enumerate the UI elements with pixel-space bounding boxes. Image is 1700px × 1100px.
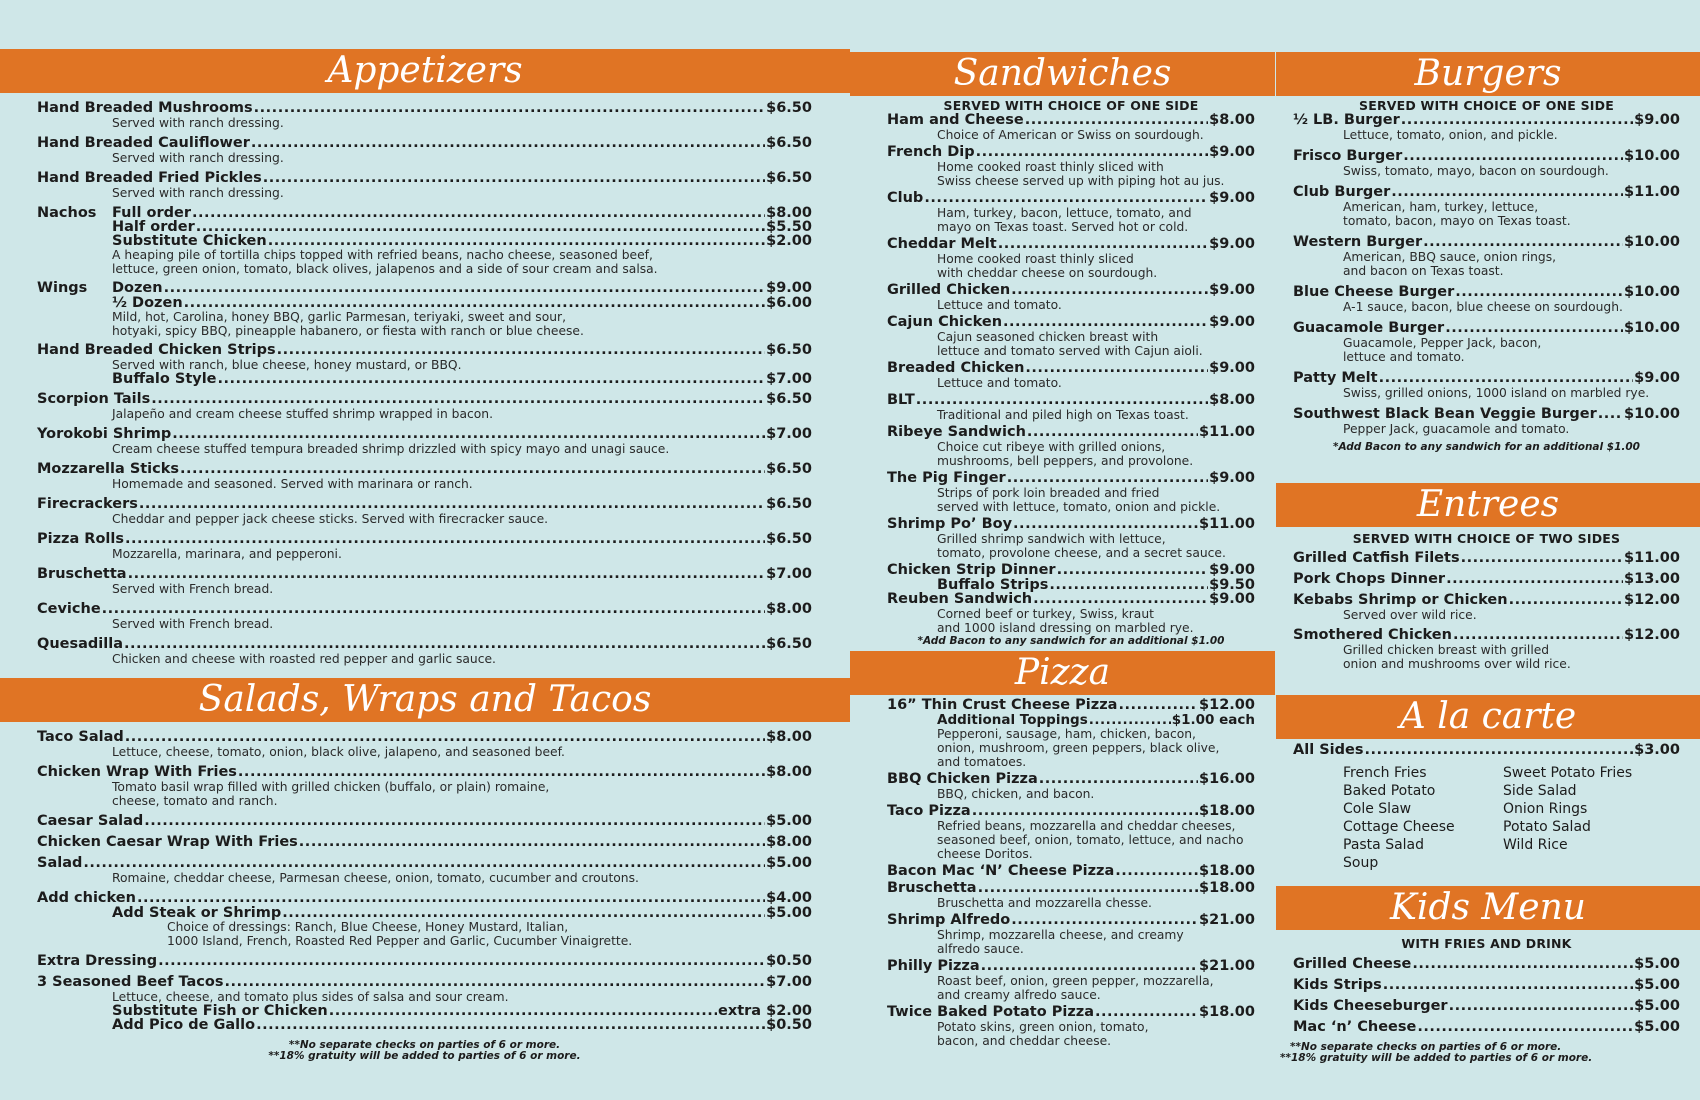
menu-item: Hand Breaded Mushrooms ..... $6.50 <box>37 101 812 116</box>
side-item: Baked Potato <box>1343 783 1436 799</box>
item-description: Home cooked roast thinly sliced with <box>937 160 1164 174</box>
footnote: **No separate checks on parties of 6 or more. <box>1290 1041 1562 1053</box>
item-description: onion and mushrooms over wild rice. <box>1343 657 1571 671</box>
menu-item: Mac ‘n’ Cheese ..... $5.00 <box>1293 1020 1680 1035</box>
item-description: Choice of dressings: Ranch, Blue Cheese, Honey Mustard, Italian, <box>167 920 569 934</box>
item-description: onion, mushroom, green peppers, black olive, <box>937 741 1220 755</box>
item-description: mushrooms, bell peppers, and provolone. <box>937 454 1194 468</box>
menu-item: Half order ..... $5.50 <box>37 221 812 234</box>
item-description: Mild, hot, Carolina, honey BBQ, garlic Parmesan, teriyaki, sweet and sour, <box>112 310 566 324</box>
item-description: 1000 Island, French, Roasted Red Pepper and Garlic, Cucumber Vinaigrette. <box>167 934 633 948</box>
item-description: A heaping pile of tortilla chips topped with refried beans, nacho cheese, seasoned beef, <box>112 248 653 262</box>
item-description: and 1000 island dressing on marbled rye. <box>937 621 1194 635</box>
item-description: Chicken and cheese with roasted red pepper and garlic sauce. <box>112 652 496 666</box>
menu-item: Taco Salad ..... $8.00 <box>37 730 812 745</box>
side-item: Sweet Potato Fries <box>1503 765 1633 781</box>
burgers-title: Burgers <box>1414 53 1562 94</box>
side-item: Pasta Salad <box>1343 837 1425 853</box>
burgers-banner <box>1276 52 1700 96</box>
sandwiches-list <box>887 99 1255 647</box>
item-description: Served over wild rice. <box>1343 608 1477 622</box>
menu-item: Western Burger ..... $10.00 <box>1293 235 1680 250</box>
item-description: Cheddar and pepper jack cheese sticks. Served with firecracker sauce. <box>112 512 549 526</box>
menu-item: Firecrackers ..... $6.50 <box>37 497 812 512</box>
menu-item: Kids Cheeseburger ..... $5.00 <box>1293 999 1680 1014</box>
item-description: seasoned beef, onion, tomato, lettuce, and nacho <box>937 833 1244 847</box>
menu-item: Extra Dressing ..... $0.50 <box>37 954 812 969</box>
item-description: Served with ranch dressing. <box>112 186 284 200</box>
side-item: Potato Salad <box>1503 819 1591 835</box>
item-description: Cream cheese stuffed tempura breaded shrimp drizzled with spicy mayo and unagi sauce. <box>112 442 670 456</box>
menu-item: Chicken Wrap With Fries ..... $8.00 <box>37 765 812 780</box>
item-description: Cajun seasoned chicken breast with <box>937 330 1159 344</box>
wings-group <box>37 281 812 338</box>
menu-item: Southwest Black Bean Veggie Burger ..... $10.00 <box>1293 407 1680 422</box>
sides-list <box>1293 764 1680 872</box>
menu-item: Pizza Rolls ..... $6.50 <box>37 532 812 547</box>
item-description: Homemade and seasoned. Served with marinara or ranch. <box>112 477 473 491</box>
menu-item: Substitute Fish or Chicken ..... extra $2.00 <box>37 1004 812 1018</box>
menu-item: Hand Breaded Chicken Strips ..... $6.50 <box>37 343 812 358</box>
alacarte-list <box>1293 743 1680 872</box>
menu-item: Add chicken ..... $4.00 <box>37 891 812 906</box>
menu-item: Grilled Catfish Filets ..... $11.00 <box>1293 551 1680 566</box>
item-description: Romaine, cheddar cheese, Parmesan cheese, onion, tomato, cucumber and croutons. <box>112 871 639 885</box>
wings-label: Wings <box>37 280 88 296</box>
menu-item: Ribeye Sandwich ..... $11.00 <box>887 425 1255 440</box>
menu-item: Club ..... $9.00 <box>887 191 1255 206</box>
section-subtitle: SERVED WITH CHOICE OF ONE SIDE <box>1359 98 1614 113</box>
item-description: Traditional and piled high on Texas toast. <box>937 408 1189 422</box>
item-description: Choice cut ribeye with grilled onions, <box>937 440 1166 454</box>
burgers-list <box>1293 99 1680 453</box>
menu-item: Guacamole Burger ..... $10.00 <box>1293 321 1680 336</box>
side-item: Onion Rings <box>1503 801 1588 817</box>
entrees-banner <box>1276 483 1700 527</box>
side-item: Cole Slaw <box>1343 801 1412 817</box>
footnote: **18% gratuity will be added to parties of 6 or more. <box>268 1050 581 1062</box>
menu-item: Buffalo Style ..... $7.00 <box>37 372 812 387</box>
item-description: Shrimp, mozzarella cheese, and creamy <box>937 928 1184 942</box>
menu-item: BLT ..... $8.00 <box>887 393 1255 408</box>
item-description: Lettuce, cheese, and tomato plus sides of salsa and sour cream. <box>112 990 509 1004</box>
menu-item: Grilled Cheese ..... $5.00 <box>1293 957 1680 972</box>
pizza-list <box>887 698 1255 1048</box>
sides-right <box>1503 764 1663 872</box>
item-description: Grilled chicken breast with grilled <box>1343 643 1550 657</box>
item-description: Lettuce, tomato, onion, and pickle. <box>1343 128 1558 142</box>
menu-item: Cheddar Melt ..... $9.00 <box>887 237 1255 252</box>
alacarte-banner <box>1276 695 1700 739</box>
kids-list <box>1293 937 1680 1035</box>
item-description: Pepper Jack, guacamole and tomato. <box>1343 422 1570 436</box>
item-description: Swiss, grilled onions, 1000 island on marbled rye. <box>1343 386 1650 400</box>
item-description: Jalapeño and cream cheese stuffed shrimp wrapped in bacon. <box>112 407 493 421</box>
sides-left <box>1343 764 1503 872</box>
menu-item: ½ LB. Burger ..... $9.00 <box>1293 113 1680 128</box>
menu-item: Add Pico de Gallo ..... $0.50 <box>37 1018 812 1032</box>
side-item: Side Salad <box>1503 783 1577 799</box>
menu-item: Smothered Chicken ..... $12.00 <box>1293 628 1680 643</box>
item-description: tomato, bacon, mayo on Texas toast. <box>1343 214 1571 228</box>
item-description: Bruschetta and mozzarella chesse. <box>937 896 1152 910</box>
menu-item: Yorokobi Shrimp ..... $7.00 <box>37 427 812 442</box>
item-description: Home cooked roast thinly sliced <box>937 252 1134 266</box>
item-description: tomato, provolone cheese, and a secret sauce. <box>937 546 1226 560</box>
section-subtitle: SERVED WITH CHOICE OF TWO SIDES <box>1352 531 1621 546</box>
menu-item: Patty Melt ..... $9.00 <box>1293 371 1680 386</box>
menu-item: Scorpion Tails ..... $6.50 <box>37 392 812 407</box>
item-description: lettuce and tomato served with Cajun aioli. <box>937 344 1203 358</box>
item-description: and tomatoes. <box>937 755 1027 769</box>
menu-item: Blue Cheese Burger ..... $10.00 <box>1293 285 1680 300</box>
item-description: Served with ranch dressing. <box>112 116 284 130</box>
item-description: Potato skins, green onion, tomato, <box>937 1020 1149 1034</box>
alacarte-title: A la carte <box>1399 696 1577 737</box>
menu-item: Chicken Caesar Wrap With Fries ..... $8.00 <box>37 835 812 850</box>
item-description: Tomato basil wrap filled with grilled chicken (buffalo, or plain) romaine, <box>112 780 550 794</box>
menu-item: Taco Pizza ..... $18.00 <box>887 804 1255 819</box>
menu-item: Add Steak or Shrimp ..... $5.00 <box>37 906 812 920</box>
item-description: Served with ranch, blue cheese, honey mustard, or BBQ. <box>112 358 462 372</box>
menu-item: Reuben Sandwich ..... $9.00 <box>887 592 1255 607</box>
item-description: Swiss, tomato, mayo, bacon on sourdough. <box>1343 164 1609 178</box>
menu-item: Ceviche ..... $8.00 <box>37 602 812 617</box>
menu-item: Buffalo Strips ..... $9.50 <box>887 578 1255 592</box>
side-item: Soup <box>1343 855 1379 871</box>
pizza-banner <box>850 651 1275 695</box>
footnote: *Add Bacon to any sandwich for an additional $1.00 <box>1333 441 1640 453</box>
menu-item: Kids Strips ..... $5.00 <box>1293 978 1680 993</box>
side-item: Cottage Cheese <box>1343 819 1455 835</box>
entrees-list <box>1293 532 1680 671</box>
item-description: Choice of American or Swiss on sourdough. <box>937 128 1204 142</box>
salads-list <box>37 730 812 1062</box>
item-description: BBQ, chicken, and bacon. <box>937 787 1095 801</box>
menu-item: The Pig Finger ..... $9.00 <box>887 471 1255 486</box>
menu-item: Cajun Chicken ..... $9.00 <box>887 315 1255 330</box>
item-description: and creamy alfredo sauce. <box>937 988 1101 1002</box>
menu-item: Caesar Salad ..... $5.00 <box>37 814 812 829</box>
menu-item: Shrimp Alfredo ..... $21.00 <box>887 913 1255 928</box>
menu-item: Hand Breaded Cauliflower ..... $6.50 <box>37 136 812 151</box>
item-description: Grilled shrimp sandwich with lettuce, <box>937 532 1166 546</box>
item-description: lettuce and tomato. <box>1343 350 1465 364</box>
footnote: *Add Bacon to any sandwich for an additional $1.00 <box>917 635 1225 647</box>
menu-item: Dozen ..... $9.00 <box>37 281 812 296</box>
pizza-title: Pizza <box>1014 652 1111 693</box>
menu-item: Club Burger ..... $11.00 <box>1293 185 1680 200</box>
menu-item: Breaded Chicken ..... $9.00 <box>887 361 1255 376</box>
side-item: Wild Rice <box>1503 837 1568 853</box>
item-description: Served with ranch dressing. <box>112 151 284 165</box>
item-description: mayo on Texas toast. Served hot or cold. <box>937 220 1189 234</box>
menu-item: Frisco Burger ..... $10.00 <box>1293 149 1680 164</box>
menu-item: Bruschetta ..... $18.00 <box>887 881 1255 896</box>
item-description: Corned beef or turkey, Swiss, kraut <box>937 607 1154 621</box>
nachos-label: Nachos <box>37 205 97 221</box>
menu-item: Ham and Cheese ..... $8.00 <box>887 113 1255 128</box>
menu-item: Chicken Strip Dinner ..... $9.00 <box>887 563 1255 578</box>
menu-item: ½ Dozen ..... $6.00 <box>37 296 812 310</box>
menu-item: Bruschetta ..... $7.00 <box>37 567 812 582</box>
footnote: **18% gratuity will be added to parties of 6 or more. <box>1280 1052 1593 1064</box>
item-description: served with lettuce, tomato, onion and pickle. <box>937 500 1221 514</box>
menu-item: 3 Seasoned Beef Tacos ..... $7.00 <box>37 975 812 990</box>
item-description: Roast beef, onion, green pepper, mozzarella, <box>937 974 1214 988</box>
item-description: Strips of pork loin breaded and fried <box>937 486 1160 500</box>
menu-item: BBQ Chicken Pizza ..... $16.00 <box>887 772 1255 787</box>
menu-item: Bacon Mac ‘N’ Cheese Pizza ..... $18.00 <box>887 864 1255 879</box>
menu-item: Salad ..... $5.00 <box>37 856 812 871</box>
item-description: and bacon on Texas toast. <box>1343 264 1504 278</box>
item-description: Swiss cheese served up with piping hot au jus. <box>937 174 1225 188</box>
item-description: Lettuce and tomato. <box>937 376 1062 390</box>
menu-item: Twice Baked Potato Pizza ..... $18.00 <box>887 1005 1255 1020</box>
menu-item: Quesadilla ..... $6.50 <box>37 637 812 652</box>
footnote: **No separate checks on parties of 6 or more. <box>288 1039 561 1051</box>
item-description: Pepperoni, sausage, ham, chicken, bacon, <box>937 727 1196 741</box>
side-item: French Fries <box>1343 765 1427 781</box>
menu-item: Hand Breaded Fried Pickles ..... $6.50 <box>37 171 812 186</box>
item-description: cheese Doritos. <box>937 847 1033 861</box>
item-description: American, BBQ sauce, onion rings, <box>1343 250 1557 264</box>
menu-item: Kebabs Shrimp or Chicken ..... $12.00 <box>1293 593 1680 608</box>
menu-item: Pork Chops Dinner ..... $13.00 <box>1293 572 1680 587</box>
entrees-title: Entrees <box>1416 484 1560 525</box>
menu-item: Philly Pizza ..... $21.00 <box>887 959 1255 974</box>
appetizers-list <box>37 101 812 666</box>
sandwiches-banner <box>850 52 1275 96</box>
nachos-group <box>37 206 812 276</box>
salads-title: Salads, Wraps and Tacos <box>198 679 652 720</box>
menu-item: Mozzarella Sticks ..... $6.50 <box>37 462 812 477</box>
item-description: bacon, and cheddar cheese. <box>937 1034 1112 1048</box>
item-description: with cheddar cheese on sourdough. <box>937 266 1158 280</box>
item-description: Lettuce, cheese, tomato, onion, black olive, jalapeno, and seasoned beef. <box>112 745 565 759</box>
menu-item: Substitute Chicken ..... $2.00 <box>37 234 812 248</box>
item-description: Guacamole, Pepper Jack, bacon, <box>1343 336 1542 350</box>
section-subtitle: SERVED WITH CHOICE OF ONE SIDE <box>943 98 1199 113</box>
item-description: Ham, turkey, bacon, lettuce, tomato, and <box>937 206 1192 220</box>
item-description: A-1 sauce, bacon, blue cheese on sourdough. <box>1343 300 1623 314</box>
kids-title: Kids Menu <box>1390 887 1586 928</box>
salads-banner <box>0 678 850 722</box>
item-description: Lettuce and tomato. <box>937 298 1062 312</box>
item-description: lettuce, green onion, tomato, black olives, jalapenos and a side of sour cream and salsa. <box>112 262 658 276</box>
kids-banner <box>1276 886 1700 930</box>
menu-item: French Dip ..... $9.00 <box>887 145 1255 160</box>
appetizers-banner <box>0 49 850 93</box>
sandwiches-title: Sandwiches <box>953 53 1172 94</box>
item-description: Served with French bread. <box>112 582 274 596</box>
item-description: Mozzarella, marinara, and pepperoni. <box>112 547 342 561</box>
appetizers-title: Appetizers <box>327 50 523 91</box>
menu-item: Full order ..... $8.00 <box>37 206 812 221</box>
item-description: Served with French bread. <box>112 617 274 631</box>
item-description: Refried beans, mozzarella and cheddar cheeses, <box>937 819 1236 833</box>
menu-item: 16” Thin Crust Cheese Pizza ..... $12.00 <box>887 698 1255 713</box>
section-subtitle: WITH FRIES AND DRINK <box>1401 936 1572 951</box>
item-description: American, ham, turkey, lettuce, <box>1343 200 1539 214</box>
menu-item: Shrimp Po’ Boy ..... $11.00 <box>887 517 1255 532</box>
menu-item: All Sides ..... $3.00 <box>1293 743 1680 758</box>
menu-item: Additional Toppings ..... $1.00 each <box>887 713 1255 727</box>
item-description: alfredo sauce. <box>937 942 1024 956</box>
item-description: hotyaki, spicy BBQ, pineapple habanero, or fiesta with ranch or blue cheese. <box>112 324 584 338</box>
menu-item: Grilled Chicken ..... $9.00 <box>887 283 1255 298</box>
item-description: cheese, tomato and ranch. <box>112 794 278 808</box>
